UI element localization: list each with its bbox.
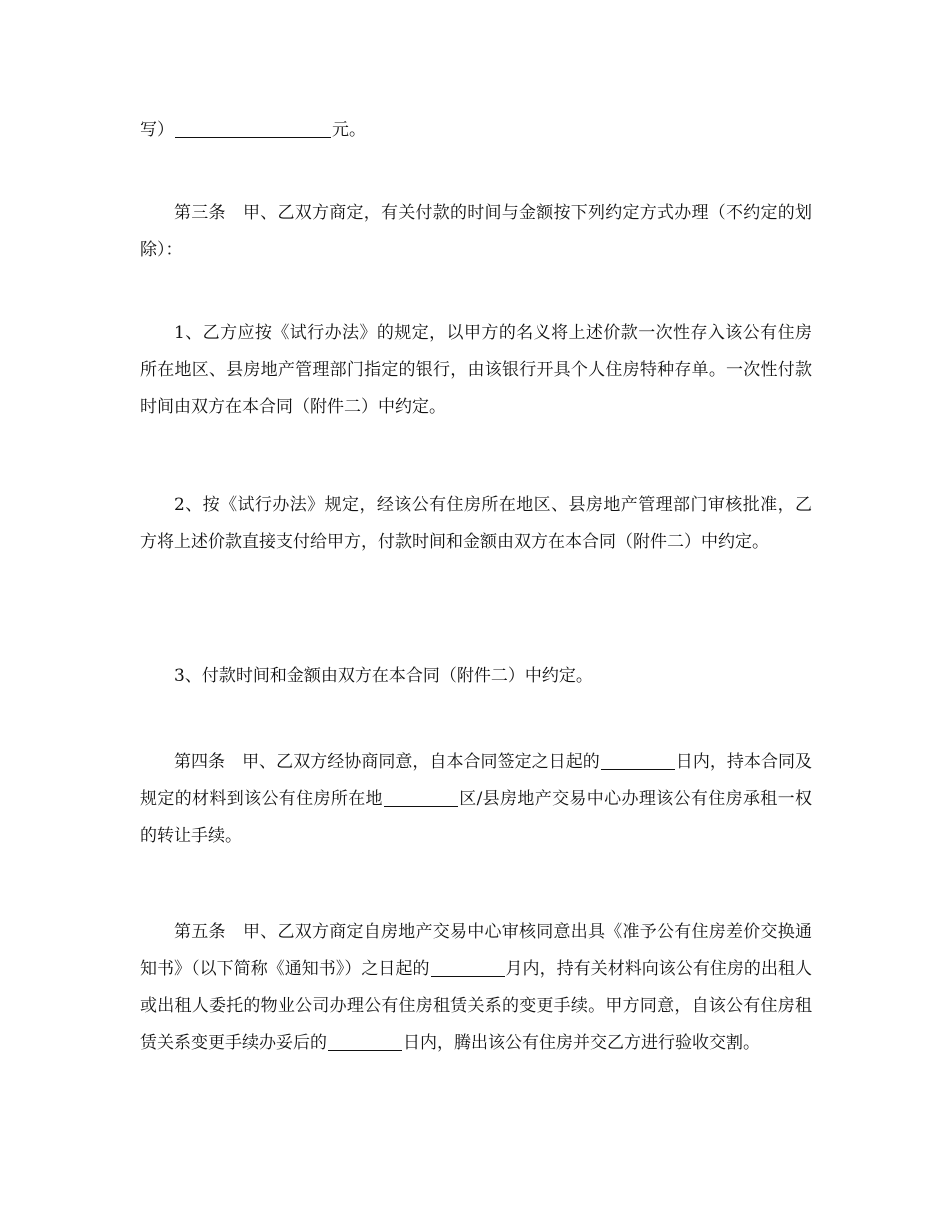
- paragraph-article-5: [140, 914, 812, 1062]
- paragraph-article-4: [140, 744, 812, 855]
- paragraph-item-2: 2、按《试行办法》规定，经该公有住房所在地区、县房地产管理部门审核批准，乙方将上述价款直接支付给甲方，付款时间和金额由双方在本合同（附件二）中约定。: [140, 495, 812, 552]
- text-segment: 日内，腾出该公有住房并交乙方进行验收交割。: [403, 1033, 760, 1053]
- blank-field-months[interactable]: [431, 956, 505, 977]
- blank-field-days[interactable]: [601, 749, 675, 770]
- text-segment: 写）: [140, 120, 174, 140]
- text-segment: 元。: [332, 120, 366, 140]
- text-segment: 区/县房地产交易中心办理该公有住房承租一权的转让手续。: [140, 789, 812, 846]
- paragraph-item-3: 3、付款时间和金额由双方在本合同（附件二）中约定。: [174, 666, 593, 686]
- paragraph-article-3: 第三条 甲、乙双方商定，有关付款的时间与金额按下列约定方式办理（不约定的划除）：: [140, 203, 812, 260]
- text-segment: 日内，持本合同及规定的材料到该公有住房所在地: [140, 752, 813, 809]
- blank-field-amount[interactable]: [175, 117, 331, 138]
- paragraph-item-1: 1、乙方应按《试行办法》的规定，以甲方的名义将上述价款一次性存入该公有住房所在地区、县房地产管理部门指定的银行，由该银行开具个人住房特种存单。一次性付款时间由双方在本合同（附件二）中约定。: [140, 323, 812, 417]
- text-segment: 第五条 甲、乙双方商定自房地产交易中心审核同意出具《准予公有住房差价交换通知书》（以下简称《通知书》）之日起的: [140, 922, 812, 979]
- text-segment: 月内，持有关材料向该公有住房的出租人或出租人委托的物业公司办理公有住房租赁关系的变更手续。甲方同意，自该公有住房租赁关系变更手续办妥后的: [140, 959, 812, 1053]
- blank-field-vacate-days[interactable]: [328, 1030, 402, 1051]
- blank-field-district[interactable]: [384, 786, 458, 807]
- text-segment: 第四条 甲、乙双方经协商同意，自本合同签定之日起的: [174, 752, 600, 772]
- paragraph-price-tail: [140, 112, 812, 149]
